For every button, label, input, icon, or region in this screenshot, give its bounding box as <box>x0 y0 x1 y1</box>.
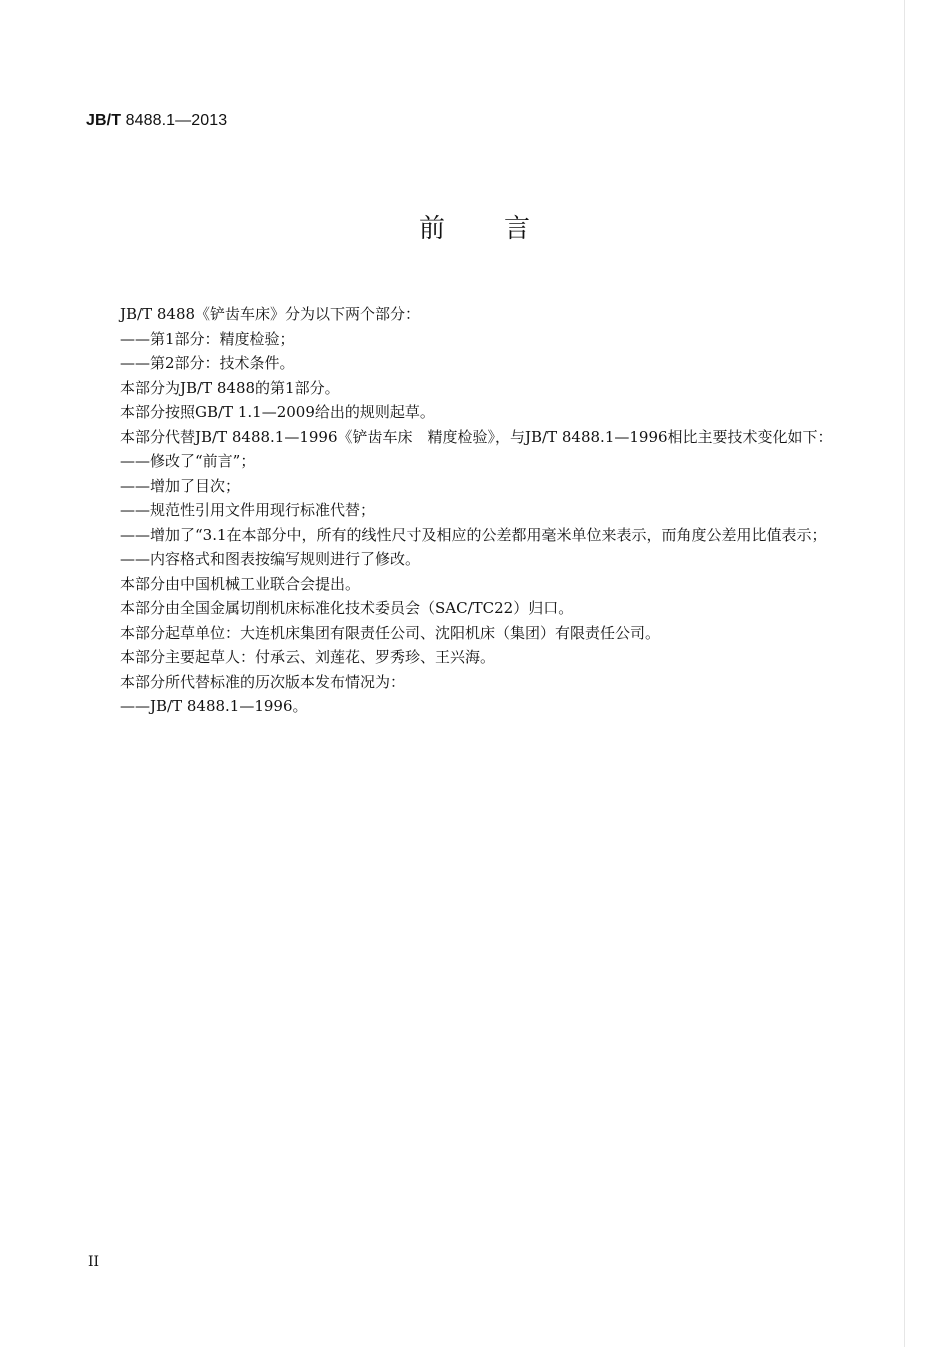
paragraph-parts-intro: JB/T 8488《铲齿车床》分为以下两个部分： <box>120 305 421 323</box>
page-title-char-1: 前 <box>418 214 446 244</box>
document-code-number: 8488.1—2013 <box>121 112 228 129</box>
list-item-change-contents: ——增加了目次； <box>120 476 241 495</box>
paragraph-previous-editions: 本部分所代替标准的历次版本发布情况为： <box>120 672 406 691</box>
list-item-change-references: ——规范性引用文件用现行标准代替； <box>120 501 376 519</box>
foreword-body <box>88 302 833 719</box>
paragraph-under-jurisdiction: 本部分由全国金属切削机床标准化技术委员会（SAC/TC22）归口。 <box>120 599 574 617</box>
paragraph-proposed-by: 本部分由中国机械工业联合会提出。 <box>120 574 361 593</box>
list-item-part-2: ——第2部分：技术条件。 <box>120 354 295 372</box>
page-number: II <box>88 1254 100 1270</box>
list-item-previous-edition: ——JB/T 8488.1—1996。 <box>120 697 308 715</box>
document-code <box>86 111 227 131</box>
paragraph-drafters: 本部分主要起草人：付承云、刘莲花、罗秀珍、王兴海。 <box>120 648 496 666</box>
list-item-change-units: ——增加了“3.1在本部分中，所有的线性尺寸及相应的公差都用毫米单位来表示，而角度公差用比值表示； <box>120 525 827 544</box>
paragraph-drafting-units: 本部分起草单位：大连机床集团有限责任公司、沈阳机床（集团）有限责任公司。 <box>120 623 661 642</box>
document-code-prefix: JB/T <box>86 112 122 129</box>
paragraph-replacement: 本部分代替JB/T 8488.1—1996《铲齿车床 精度检验》，与JB/T 8488.1—1996相比主要技术变化如下： <box>120 427 833 446</box>
list-item-part-1: ——第1部分：精度检验； <box>120 329 295 348</box>
list-item-change-foreword: ——修改了“前言”； <box>120 452 256 470</box>
page-edge-line <box>904 0 905 1347</box>
paragraph-this-part: 本部分为JB/T 8488的第1部分。 <box>120 378 340 397</box>
list-item-change-format: ——内容格式和图表按编写规则进行了修改。 <box>120 550 421 568</box>
paragraph-drafting-rules: 本部分按照GB/T 1.1—2009给出的规则起草。 <box>120 403 435 421</box>
page-title <box>0 212 950 246</box>
page-title-char-2: 言 <box>504 214 532 244</box>
